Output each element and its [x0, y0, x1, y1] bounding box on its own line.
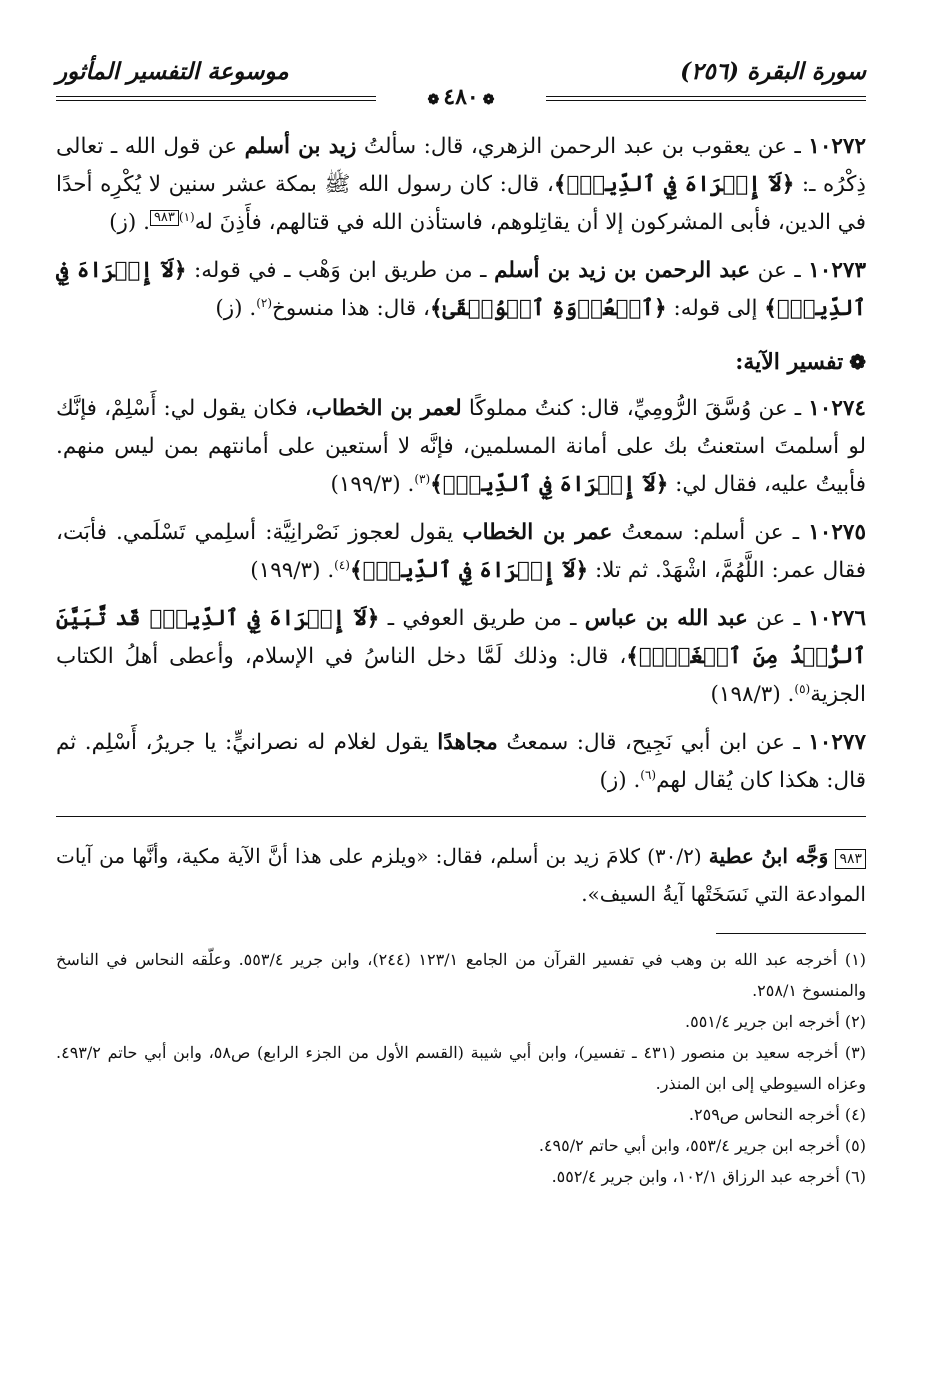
entry-text: ـ عن [750, 258, 809, 283]
footnote: (٥) أخرجه ابن جرير ٥٥٣/٤، وابن أبي حاتم ٤٩٥/٢. [538, 1136, 866, 1155]
entry [56, 600, 866, 714]
entry-number: ١٠٢٧٦ [808, 606, 866, 631]
entry-text: . (١٩٩/٣) [330, 472, 415, 497]
entry-number: ١٠٢٧٢ [808, 134, 867, 159]
commentary-note [56, 837, 866, 913]
entry-text: ـ من طريق العوفي ـ [379, 606, 585, 631]
entry-text: ـ عن ابن أبي نَجِيح، قال: سمعتُ [497, 730, 809, 755]
footnote-ref[interactable]: (٢) [256, 295, 273, 310]
entry-text: ـ من طريق ابن وَهْب ـ في قوله: [186, 258, 495, 283]
quran-quote: ﴿ٱلۡعُرۡوَةِ ٱلۡوُثۡقَىٰ﴾ [429, 296, 667, 321]
quran-quote: ﴿لَآ إِكۡرَاهَ فِي ٱلدِّينِۖ﴾ [56, 258, 866, 321]
entry-text: ، قال: وذلك لَمَّا دخل الناسُ في الإسلام، وأعطى أهلُ الكتاب الجزية [56, 644, 866, 707]
flower-icon: ❁ [849, 350, 866, 374]
entry-number: ١٠٢٧٥ [808, 520, 866, 545]
entry-text: عن قول الله ـ تعالى ذِكْرُه ـ: [56, 134, 866, 197]
page-number-text: ٤٨٠ [443, 84, 479, 110]
entry-text: ، قال: هذا منسوخ [272, 296, 430, 321]
ornament-icon: ❁ [427, 92, 440, 108]
ornament-icon: ❁ [482, 92, 495, 108]
footnote-ref[interactable]: (٥) [794, 681, 811, 696]
narrator-name: لعمر بن الخطاب [311, 396, 462, 421]
commentator-name: وَجَّه ابنُ عطية [708, 844, 829, 868]
narrator-name: زيد بن أسلم [244, 134, 357, 159]
footnotes [56, 944, 866, 1192]
entry [56, 514, 866, 590]
page-header [56, 58, 866, 110]
narrator-name: عمر بن الخطاب [462, 520, 613, 545]
footnote: (١) أخرجه عبد الله بن وهب في تفسير القرآن من الجامع ١٢٣/١ (٢٤٤)، وابن جرير ٥٥٣/٤. وعلّقه النحاس في الناسخ والمنسوخ ٢٥٨/١. [56, 950, 867, 1000]
footnote: (٢) أخرجه ابن جرير ٥٥١/٤. [685, 1012, 866, 1031]
entry-text: إلى قوله: [666, 296, 765, 321]
footnote: (٤) أخرجه النحاس ص٢٥٩. [688, 1105, 866, 1124]
quran-quote: ﴿لَآ إِكۡرَاهَ فِي ٱلدِّينِۖ﴾ [553, 172, 795, 197]
page-number [424, 84, 499, 110]
footnote-ref[interactable]: (٦) [640, 767, 657, 782]
entry-text: ـ عن وُسَّقَ الرُّومِيِّ، قال: كنتُ مملوكًا [461, 396, 809, 421]
footnote-ref[interactable]: (٤) [334, 557, 350, 572]
entry [56, 252, 866, 328]
narrator-name: مجاهدًا [437, 730, 498, 755]
quran-quote: ﴿لَآ إِكۡرَاهَ فِي ٱلدِّينِۖ﴾ [430, 472, 669, 497]
entry-text: ـ عن أسلم: سمعتُ [612, 520, 809, 545]
entry [56, 128, 866, 242]
footnote: (٣) أخرجه سعيد بن منصور (٤٣١ ـ تفسير)، وابن أبي شيبة (القسم الأول من الجزء الرابع) ص٥٨، وابن أبي حاتم ٤٩٣/٢. وعزاه السيوطي إلى ابن المنذر. [56, 1043, 867, 1093]
commentary-ref-box[interactable]: ٩٨٣ [150, 210, 179, 226]
surah-title: سورة البقرة (٢٥٦) [680, 58, 866, 85]
section-title: تفسير الآية: [735, 349, 844, 375]
header-rule-right [546, 96, 866, 101]
footnote: (٦) أخرجه عبد الرزاق ١٠٢/١، وابن جرير ٥٥٢/٤. [551, 1167, 866, 1186]
entry-text: . (١٩٩/٣) [250, 558, 335, 583]
footnote-ref[interactable]: (٣) [414, 471, 431, 486]
commentary-ref-box: ٩٨٣ [835, 849, 866, 869]
entry-text: ، قال: كان رسول الله ﷺ بمكة عشر سنين لا يُكْرِه أحدًا في الدين، فأبى المشركون إلا أن يقاتِلوهم، فاستأذن الله في قتالهم، فأَذِنَ له [56, 172, 866, 235]
book-title: موسوعة التفسير المأثور [56, 58, 289, 85]
quran-quote: ﴿لَآ إِكۡرَاهَ فِي ٱلدِّينِۖ﴾ [349, 558, 589, 583]
entry-number: ١٠٢٧٧ [808, 730, 866, 755]
narrator-name: عبد الله بن عباس [584, 606, 748, 631]
main-content [56, 128, 866, 1192]
entry [56, 390, 866, 504]
header-rule-left [56, 96, 376, 101]
footnote-ref[interactable]: (١) [178, 209, 195, 224]
entry-text: ـ عن يعقوب بن عبد الرحمن الزهري، قال: سألتُ [356, 134, 809, 159]
entry [56, 724, 866, 800]
entry-number: ١٠٢٧٣ [808, 258, 866, 283]
entry-text: . (١٩٨/٣) [710, 682, 795, 707]
commentary-text: (٣٠/٢) كلامَ زيد بن أسلم، فقال: «ويلزم على هذا أنَّ الآية مكية، وأنَّها من آيات الموادعة التي نَسَخَتْها آيةُ السيف». [56, 844, 866, 906]
entry-text: يقول لغلام له نصرانيٍّ: يا جريرُ، أَسْلِم. ثم قال: هكذا كان يُقال لهم [56, 730, 866, 793]
entry-text: ـ عن [747, 606, 809, 631]
entry-text: . (ز) [599, 768, 641, 793]
section-heading [56, 342, 866, 382]
footnote-rule [716, 933, 866, 934]
entry-text: . (ز) [215, 296, 257, 321]
entry-text: ، فكان يقول لي: أَسْلِمْ، فإنَّك لو أسلمتَ استعنتُ بك على أمانة المسلمين، فإنَّه لا أستعين على أمانتهم بمن ليس منهم. فأبيتُ عليه، فقال لي: [56, 396, 866, 497]
commentary-divider [56, 816, 866, 817]
narrator-name: عبد الرحمن بن زيد بن أسلم [494, 258, 751, 283]
entry-number: ١٠٢٧٤ [808, 396, 866, 421]
entry-text: يقول لعجوز نَصْرانِيَّة: أسلِمي تَسْلَمي. فأبَت، فقال عمر: اللَّهُمَّ، اشْهَدْ. ثم تلا: [56, 520, 866, 583]
entry-text: . (ز) [109, 210, 150, 235]
quran-quote: ﴿لَآ إِكۡرَاهَ فِي ٱلدِّينِۖ قَد تَّبَيَّنَ ٱلرُّشۡدُ مِنَ ٱلۡغَيِّۚ﴾ [56, 606, 866, 669]
